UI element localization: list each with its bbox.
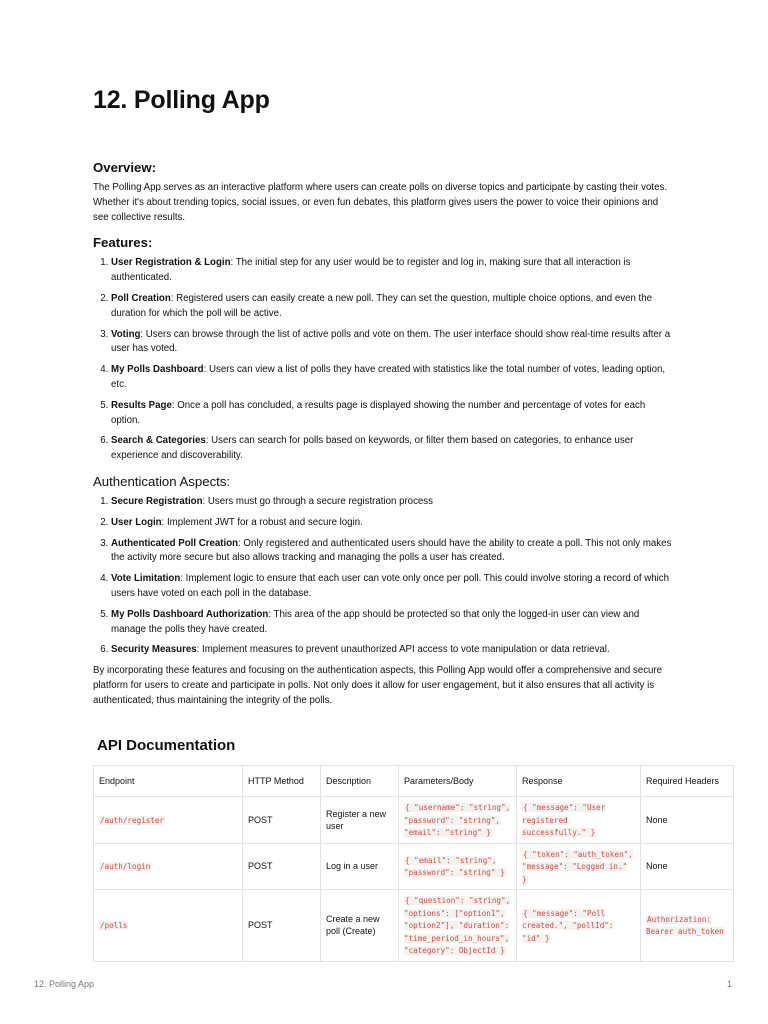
feature-text: : Registered users can easily create a new poll. They can set the question, multiple choice options, and even the duration for which the poll will be active.	[111, 292, 652, 319]
features-list	[93, 256, 675, 464]
params-cell	[399, 890, 517, 962]
headers-cell	[641, 890, 734, 962]
column-header: Endpoint	[94, 766, 243, 797]
response-code: { "token": "auth_token", "message": "Logged in." }	[522, 849, 633, 884]
column-header: Parameters/Body	[399, 766, 517, 797]
auth-term: Authenticated Poll Creation	[111, 537, 239, 549]
method-cell: POST	[243, 890, 321, 962]
conclusion-text: By incorporating these features and focusing on the authentication aspects, this Polling App would offer a comprehensive and secure platform for users to create and participate in polls. Not only does it allow for user engagement, but it also ensures that all activity is authenticated, thus maintaining the integrity of the polls.	[93, 665, 663, 706]
feature-item	[111, 256, 675, 286]
document-body	[93, 160, 675, 709]
feature-term: Results Page	[111, 399, 172, 411]
page-number: 1	[727, 979, 733, 989]
auth-item	[111, 537, 675, 567]
response-code: { "message": "User registered successfully." }	[522, 803, 606, 837]
response-cell	[517, 843, 641, 890]
description-cell: Create a new poll (Create)	[321, 890, 399, 962]
feature-text: : Once a poll has concluded, a results page is displayed showing the number and percentage of votes for each option.	[111, 399, 646, 426]
column-header: Description	[321, 766, 399, 797]
auth-list	[93, 495, 675, 658]
column-header: HTTP Method	[243, 766, 321, 797]
footer-title: 12. Polling App	[34, 979, 95, 989]
description-cell: Register a new user	[321, 797, 399, 844]
method-cell: POST	[243, 797, 321, 844]
endpoint-cell	[94, 843, 243, 890]
feature-term: Search & Categories	[111, 435, 206, 447]
auth-term: Vote Limitation	[111, 573, 181, 585]
overview-text: The Polling App serves as an interactive platform where users can create polls on diverse topics and participate by casting their votes. Whether it's about trending topics, social issues, or even fun debates, this platform gives users the power to voice their opinions and see collective results.	[93, 182, 668, 223]
auth-item	[111, 495, 675, 510]
auth-term: My Polls Dashboard Authorization	[111, 608, 269, 620]
api-table-container[interactable]	[93, 765, 724, 955]
feature-item	[111, 399, 675, 429]
auth-item	[111, 643, 675, 658]
description-cell: Log in a user	[321, 843, 399, 890]
auth-heading: Authentication Aspects:	[93, 473, 231, 489]
feature-text: : The initial step for any user would be to register and log in, making sure that all interaction is authenticated.	[111, 257, 631, 284]
table-row	[94, 890, 734, 962]
response-cell	[517, 797, 641, 844]
column-header: Response	[517, 766, 641, 797]
endpoint-code: /polls	[100, 921, 128, 930]
api-table	[93, 765, 734, 962]
auth-item	[111, 608, 675, 638]
endpoint-cell	[94, 797, 243, 844]
feature-item	[111, 363, 675, 393]
params-cell	[399, 843, 517, 890]
feature-term: Voting	[111, 328, 141, 340]
feature-item	[111, 292, 675, 322]
response-code: { "message": "Poll created.", "pollId": "id" }	[522, 908, 614, 943]
auth-text: : Only registered and authenticated users should have the ability to create a poll. This not only makes the activity more secure but also allows tracking and managing the polls a user has created.	[111, 537, 672, 564]
auth-text: : Implement JWT for a robust and secure login.	[161, 516, 363, 528]
api-header-row	[94, 766, 734, 797]
params-code: { "username": "string", "password": "string", "email": "string" }	[404, 803, 511, 837]
params-cell	[399, 797, 517, 844]
headers-code: Authorization: Bearer auth_token	[646, 914, 724, 937]
auth-term: Security Measures	[111, 644, 197, 656]
headers-cell: None	[641, 797, 734, 844]
params-code: { "email": "string", "password": "string" }	[404, 855, 505, 878]
column-header: Required Headers	[641, 766, 734, 797]
endpoint-code: /auth/register	[100, 815, 165, 825]
feature-term: User Registration & Login	[111, 257, 231, 269]
auth-text: : This area of the app should be protected so that only the logged-in user can view and manage the polls they have created.	[111, 608, 640, 635]
page-title: 12. Polling App	[93, 86, 270, 114]
feature-term: Poll Creation	[111, 292, 171, 304]
auth-text: : Implement logic to ensure that each user can vote only once per poll. This could involve storing a record of which users have voted on each poll in the database.	[111, 573, 670, 599]
auth-term: Secure Registration	[111, 495, 203, 507]
api-heading: API Documentation	[97, 737, 236, 754]
auth-text: : Users must go through a secure registration process	[202, 495, 433, 507]
features-heading: Features:	[93, 235, 153, 251]
overview-heading: Overview:	[93, 160, 157, 175]
response-cell	[517, 890, 641, 962]
params-code: { "question": "string", "options": ["option1", "option2"], "duration": "time_period_in_hours", "category": ObjectId }	[404, 896, 511, 955]
feature-text: : Users can browse through the list of active polls and vote on them. The user interface should show real-time results after a user has voted.	[111, 328, 671, 355]
feature-text: : Users can view a list of polls they have created with statistics like the total number of votes, leading option, etc.	[111, 364, 666, 390]
endpoint-cell	[94, 890, 243, 962]
auth-term: User Login	[111, 516, 162, 528]
table-row	[94, 843, 734, 890]
headers-cell: None	[641, 843, 734, 890]
feature-term: My Polls Dashboard	[111, 364, 204, 376]
feature-item	[111, 328, 675, 358]
table-row	[94, 797, 734, 844]
auth-item	[111, 516, 675, 531]
feature-text: : Users can search for polls based on keywords, or filter them based on categories, to enhance user experience and discoverability.	[111, 435, 634, 462]
method-cell: POST	[243, 843, 321, 890]
feature-item	[111, 434, 675, 464]
endpoint-code: /auth/login	[100, 862, 151, 871]
auth-item	[111, 572, 675, 602]
auth-text: : Implement measures to prevent unauthorized API access to vote manipulation or data retrieval.	[196, 644, 610, 656]
